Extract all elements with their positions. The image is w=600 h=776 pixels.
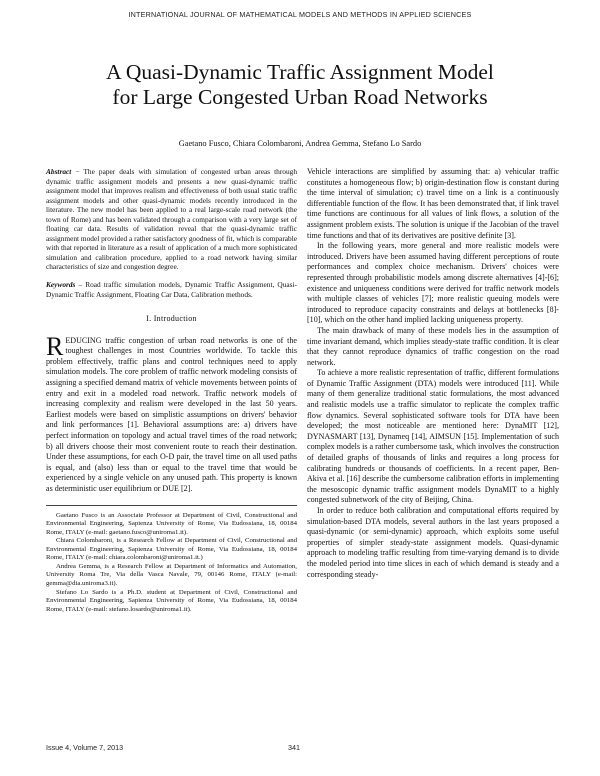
abstract-text: − The paper deals with simulation of congested urban areas through dynamic traffic assignment models and presents a new quasi-dynamic traffic assignment model that improves realism and effectiveness of both usual static traffic assignment models and other quasi-dynamic models recently introduced in the literature. The new model has been applied to a real large-scale road network (the town of Rome) and has been validated through a comparison with a very large set of floating car data. Results of validation reveal that the quasi-dynamic traffic assignment model provided a rather satisfactory goodness of fit, which is comparable with that reported in literature as a result of application of a much more sophisticated simulation and calibration procedure, applied to a road network having similar characteristics of size and congestion degree. xyxy=(46,167,297,272)
body-paragraph-5: In order to reduce both calibration and computational efforts required by simulation-based DTA models, several authors in the last years proposed a quasi-dynamic (or semi-dynamic) approach, which exploits some useful properties of simpler steady-state assignment models. Quasi-dynamic approach to modeling traffic resulting from time-varying demand is to divide the modeled period into time slices in each of which demand is steady and a corresponding steady- xyxy=(307,506,559,579)
footnote-author-4: Stefano Lo Sardo is a Ph.D. student at Department of Civil, Constructional and Environmental Engineering, Sapienza University of Rome, Via Eudossiana, 18, 00184 Rome, ITALY (e-mail: stefano.losardo@uniroma1.it). xyxy=(46,588,297,613)
body-paragraph-2: In the following years, more general and more realistic models were introduced. Drivers have been assumed having different perceptions of route performances and complex choice mechanism. Drivers' choices were represented through probabilistic models among discrete alternatives [4]-[6]; existence and uniqueness conditions were derived for traffic network models with multiple classes of vehicles [7]; more realistic queuing models were introduced to reproduce capacity constraints and delays at bottlenecks [8]-[10], which on the other hand implied lacking uniqueness property. xyxy=(307,241,559,325)
paper-title xyxy=(40,60,560,110)
abstract-label: Abstract xyxy=(46,167,72,176)
footer-issue: Issue 4, Volume 7, 2013 xyxy=(46,743,124,752)
page-number: 341 xyxy=(288,743,300,752)
keywords-text: – Road traffic simulation models, Dynamic Traffic Assignment, Quasi-Dynamic Traffic Assignment, Floating Car Data, Calibration methods. xyxy=(46,280,297,299)
body-paragraph-1: Vehicle interactions are simplified by assuming that: a) vehicular traffic constitutes a homogeneous flow; b) origin-destination flow is constant during the time interval of simulation; c) travel time on a link is a continuously differentiable function of the flow. It has been demonstrated that, if link travel time functions are continuous for all values of link flows, a solution of the assignment problem exists. The solution is unique if the Jacobian of the travel time functions and that of its derivatives are positive definite [3]. xyxy=(307,167,559,240)
footnote-author-2: Chiara Colombaroni, is a Research Fellow at Department of Civil, Constructional and Environmental Engineering, Sapienza University of Rome, Via Eudossiana, 18, 00184 Rome, ITALY (e-mail: chiara.colombaroni@uniroma1.it.) xyxy=(46,537,297,562)
title-line-1: A Quasi-Dynamic Traffic Assignment Model xyxy=(106,60,494,84)
left-column xyxy=(46,167,297,614)
body-paragraph-3: The main drawback of many of these models lies in the assumption of time invariant demand, which implies steady-state traffic condition. It is clear that they cannot reproduce dynamics of traffic congestion on the road network. xyxy=(307,325,559,367)
intro-paragraph xyxy=(46,331,297,495)
footnote-author-3: Andrea Gemma, is a Research Fellow at Department of Informatics and Automation, University Roma Tre, Via della Vasca Navale, 79, 00146 Rome, ITALY (e-mail: gemma@dia.uniroma3.it). xyxy=(46,562,297,587)
intro-text: EDUCING traffic congestion of urban road networks is one of the toughest challenges in most Countries worldwide. To tackle this problem effectively, traffic plans and control techniques need to apply simulation models. The core problem of traffic network modeling consists of assigning a specified demand matrix of vehicle movements between points of entry and exit in a modeled road network. Traffic network models of increasing complexity and realism were developed in the last 50 years. Earliest models were based on simplistic assumptions on drivers' behavior and link performances [1]. Behavioral assumptions are: a) drivers have perfect information on topology and actual travel times of the road network; b) all drivers choose their most convenient route to reach their destination. Under these assumptions, for each O-D pair, the travel time on all used paths is equal, and (also) less than or equal to the travel time that would be experienced by a single vehicle on any unused path. This property is known as deterministic user equilibrium or DUE [2]. xyxy=(46,335,297,494)
keywords xyxy=(46,280,297,299)
keywords-label: Keywords xyxy=(46,280,76,290)
drop-cap: R xyxy=(46,331,64,361)
body-paragraph-4: To achieve a more realistic representation of traffic, different formulations of Dynamic Traffic Assignment (DTA) models were introduced [11]. While many of them generalize traditional static formulations, the most advanced and realistic models use a traffic simulator to replicate the complex traffic flow dynamics. Several sophisticated software tools for DTA have been developed; the most noticeable are mentioned here: DynaMIT [12], DYNASMART [13], Dynameq [14], AIMSUN [15]. Implementation of such complex models is a rather cumbersome task, which involves the construction of detailed graphs of thousands of links and requires a long process for calibrating hundreds or thousands of coefficients. In a recent paper, Ben-Akiva et al. [16] describe the cumbersome calibration efforts in implementing the mesoscopic dynamic traffic assignment models DynaMIT to a highly congested subnetwork of the city of Beijing, China. xyxy=(307,368,559,505)
title-line-2: for Large Congested Urban Road Networks xyxy=(112,85,488,109)
footnote-divider xyxy=(46,505,297,506)
right-column xyxy=(307,167,559,580)
abstract xyxy=(46,167,297,272)
author-list: Gaetano Fusco, Chiara Colombaroni, Andrea Gemma, Stefano Lo Sardo xyxy=(178,139,422,148)
journal-header: INTERNATIONAL JOURNAL OF MATHEMATICAL MODELS AND METHODS IN APPLIED SCIENCES xyxy=(128,10,472,19)
footnote-author-1: Gaetano Fusco is an Associate Professor at Department of Civil, Constructional and Environmental Engineering, Sapienza University of Rome, Via Eudossiana, 18, 00184 Rome, ITALY (e-mail: gaetano.fusco@uniroma1.it). xyxy=(46,511,297,536)
section-heading: I. Introduction xyxy=(146,314,197,324)
